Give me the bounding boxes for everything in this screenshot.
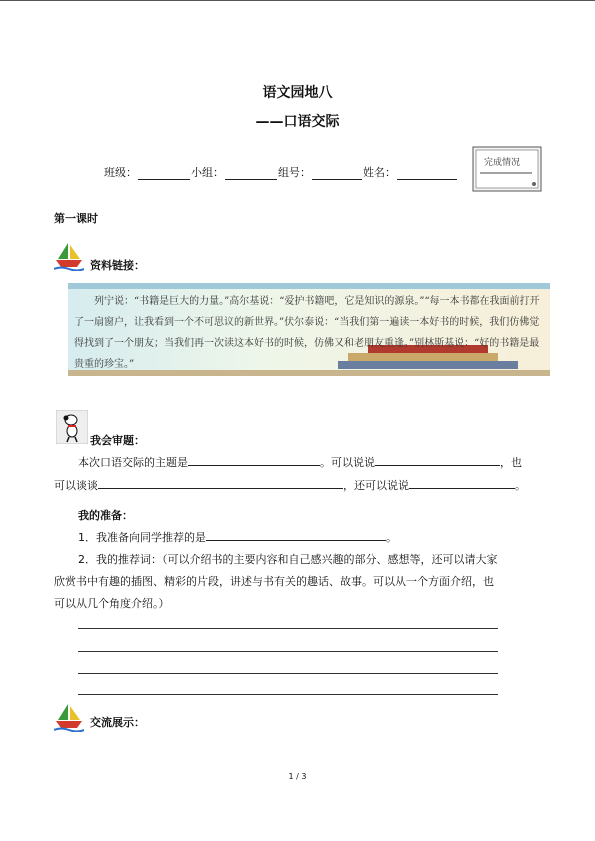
page-top-rule [0,0,595,1]
prep-item-2-line-3: 可以从几个角度介绍。） [54,597,170,610]
class-label: 班级： [104,166,137,179]
review-text-4: 可以谈谈 [54,479,98,492]
review-text-1: 本次口语交际的主题是 [78,456,188,469]
page-title: 语文园地八 [262,85,333,101]
class-field[interactable] [138,167,190,180]
topic-blank-2[interactable] [98,477,343,489]
stamp-frame-icon [472,146,542,192]
review-text-2: 。可以说说 [320,456,375,469]
writing-line[interactable] [78,694,498,695]
stamp-label: 完成情况 [484,158,521,168]
group-field[interactable] [225,167,277,180]
sailboat-icon [54,241,84,271]
prep-heading: 我的准备： [78,509,133,522]
review-line-1 [78,454,522,470]
name-label: 姓名： [363,166,396,179]
lesson-heading: 第一课时 [54,212,98,225]
theme-blank[interactable] [188,454,320,466]
student-info-row [104,164,458,180]
writing-line[interactable] [78,628,498,629]
completion-stamp [472,146,542,192]
sailboat-icon [54,702,84,732]
team-field[interactable] [312,167,362,180]
prep-item-2-line-1: 2．我的推荐词：（可以介绍书的主要内容和自己感兴趣的部分、感想等，还可以请大家 [78,553,498,566]
book-title-blank[interactable] [206,529,386,541]
review-text-3: ，也 [500,456,522,469]
name-field[interactable] [397,167,457,180]
review-text-5: ，还可以说说 [343,479,409,492]
prep-item-2-line-2: 欣赏书中有趣的插图、精彩的片段，讲述与书有关的趣话、故事。可以从一个方面介绍，也 [54,575,494,588]
review-text-6: 。 [515,479,526,492]
quote-text: 列宁说：“书籍是巨大的力量。”高尔基说：“爱护书籍吧，它是知识的源泉。”“每一本书都在我面前打开了一扇窗户，让我看到一个不可思议的新世界。”伏尔泰说：“当我们第一遍读一本好书的时候，我们仿佛觉得找到了一个朋友；当我们再一次读这本好书的时候，仿佛又和老朋友重逢。”别林斯基说：“好的书籍是最贵重的珍宝。” [74,296,540,370]
page-subtitle: ——口语交际 [255,114,340,130]
prep-item-1-text: 1．我准备向同学推荐的是 [78,531,206,544]
quote-box [68,283,550,376]
topic-blank-3[interactable] [409,477,515,489]
cartoon-dog-icon [56,410,88,444]
topic-blank-1[interactable] [375,454,500,466]
writing-line[interactable] [78,651,498,652]
share-heading: 交流展示： [90,716,145,729]
team-label: 组号： [278,166,311,179]
prep-item-1-end: 。 [386,531,397,544]
review-heading: 我会审题： [90,434,145,447]
group-label: 小组： [191,166,224,179]
prep-item-1 [78,529,397,545]
writing-line[interactable] [78,673,498,674]
review-line-2 [54,477,526,493]
links-heading: 资料链接： [90,259,145,272]
page-number: 1 / 3 [288,772,307,781]
